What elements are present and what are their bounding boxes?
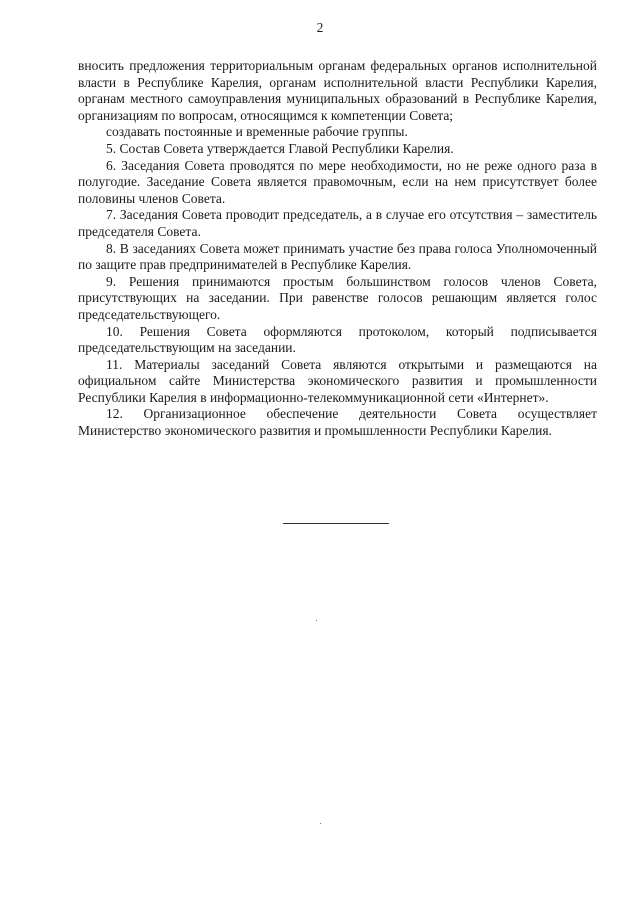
- paragraph-10: 10. Решения Совета оформляются протоколом, который подписывается председательствующим на заседании.: [78, 323, 597, 356]
- scan-speck: [316, 620, 317, 621]
- paragraph-proposals: вносить предложения территориальным органам федеральных органов исполнительной власти в Республике Карелия, органам исполнительной власти Республики Карелия, органам местного самоуправления муниципальных образований в Республике Карелия, организациям по вопросам, относящимся к компетенции Совета;: [78, 58, 597, 123]
- paragraph-11: 11. Материалы заседаний Совета являются открытыми и размещаются на официальном сайте Министерства экономического развития и промышленности Республики Карелия в информационно-телекоммуникационной сети «Интернет».: [78, 356, 597, 405]
- scan-speck: [320, 823, 321, 824]
- paragraph-6: 6. Заседания Совета проводятся по мере необходимости, но не реже одного раза в полугодие. Заседание Совета является правомочным, если на нем присутствует более половины членов Совета.: [78, 157, 597, 206]
- page-number: 2: [316, 20, 324, 35]
- paragraph-5: 5. Состав Совета утверждается Главой Республики Карелия.: [106, 140, 454, 156]
- paragraph-8: 8. В заседаниях Совета может принимать участие без права голоса Уполномоченный по защите прав предпринимателей в Республике Карелия.: [78, 240, 597, 273]
- paragraph-12: 12. Организационное обеспечение деятельности Совета осуществляет Министерство экономического развития и промышленности Республики Карелия.: [78, 406, 597, 439]
- end-separator-line: [283, 523, 389, 524]
- paragraph-7: 7. Заседания Совета проводит председатель, а в случае его отсутствия – заместитель председателя Совета.: [78, 207, 597, 239]
- paragraph-9: 9. Решения принимаются простым большинством голосов членов Совета, присутствующих на заседании. При равенстве голосов решающим является голос председательствующего.: [78, 273, 597, 322]
- paragraph-working-groups: создавать постоянные и временные рабочие группы.: [106, 124, 408, 140]
- document-body: [78, 58, 597, 440]
